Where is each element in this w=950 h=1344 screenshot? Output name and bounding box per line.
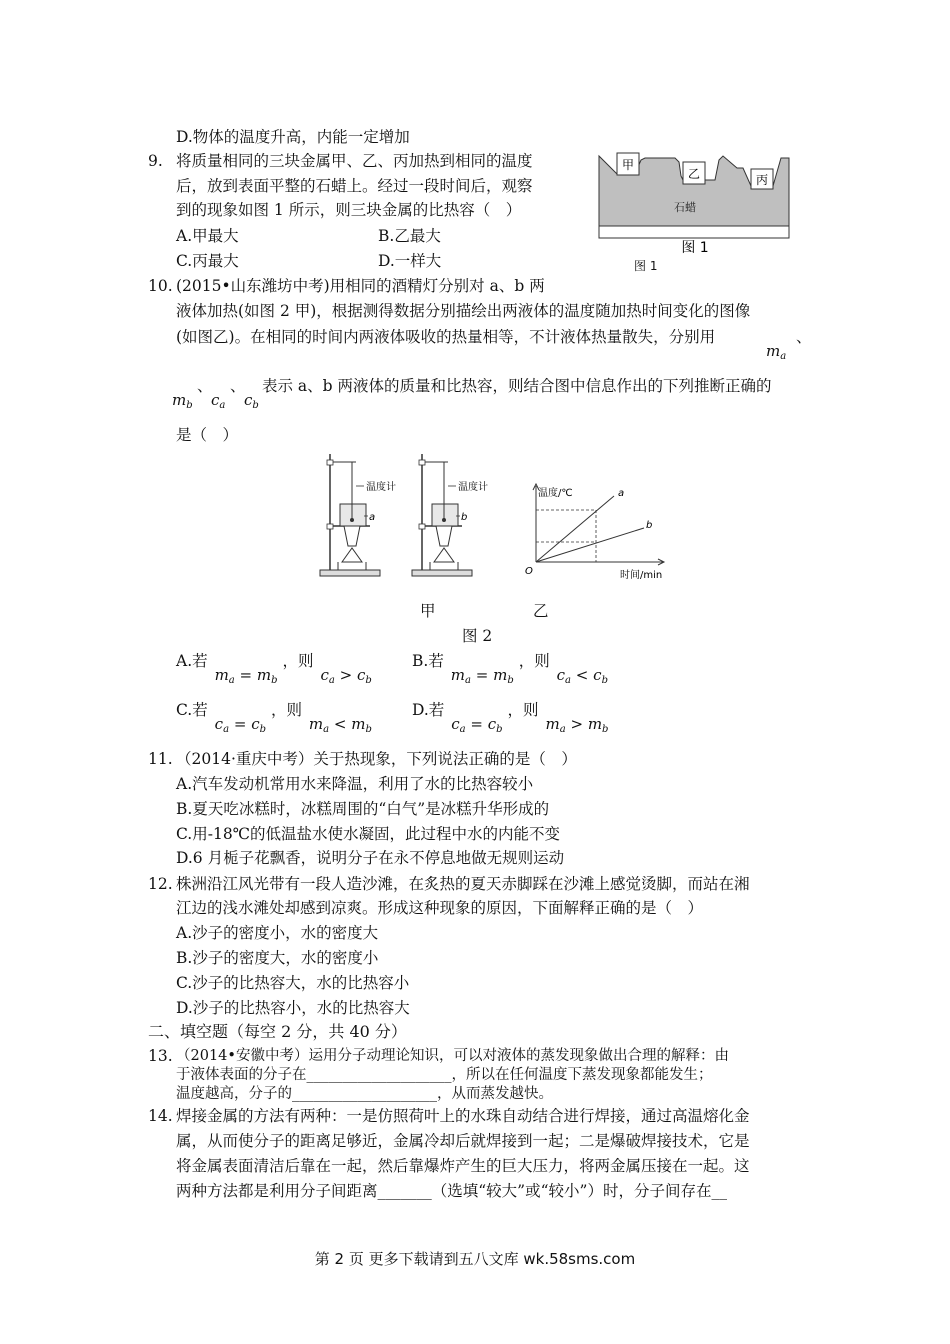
q10-symbol-cb: $c_b$ — [244, 391, 259, 411]
q9-option-c: C.丙最大 — [176, 252, 239, 270]
q14-line-2: 属，从而使分子的距离足够近，金属冷却后就焊接到一起；二是爆破焊接技术，它是 — [176, 1132, 750, 1150]
line-b-label: b — [646, 520, 653, 531]
q10-number: 10. — [148, 277, 173, 295]
temperature-time-graph — [525, 484, 664, 581]
figure-2-sub-jia: 甲 — [420, 602, 436, 620]
y-axis-label: 温度/℃ — [538, 488, 573, 499]
q10-line-5: 是（ ） — [176, 426, 239, 444]
q9-option-a: A.甲最大 — [176, 227, 239, 245]
q13-line-1: （2014•安徽中考）运用分子动理论知识，可以对液体的蒸发现象做出合理的解释：由 — [176, 1048, 729, 1064]
page-footer: 第 2 页 更多下载请到五八文库 wk.58sms.com — [314, 1250, 636, 1268]
x-axis-label: 时间/min — [620, 570, 663, 581]
apparatus-b — [412, 454, 488, 576]
q10-symbol-mb: $m_b$ — [172, 391, 193, 411]
thermometer-label-2: 温度计 — [458, 482, 488, 493]
q14-line-1: 焊接金属的方法有两种：一是仿照荷叶上的水珠自动结合进行焊接，通过高温熔化金 — [176, 1107, 750, 1125]
line-a-label: a — [618, 488, 625, 499]
figure-2-sub-yi: 乙 — [533, 602, 549, 620]
figure-1-label-bing: 丙 — [755, 173, 769, 187]
figure-1-label-yi: 乙 — [687, 167, 701, 181]
q12-number: 12. — [148, 875, 173, 893]
apparatus-a — [320, 454, 396, 576]
q12-option-b: B.沙子的密度大，水的密度小 — [176, 949, 379, 967]
figure-1-wax-label: 石蜡 — [674, 201, 696, 214]
q10-line-4: 表示 a、b 两液体的质量和比热容，则结合图中信息作出的下列推断正确的 — [262, 377, 772, 395]
q13-line-3: 温度越高，分子的____________________，从而蒸发越快。 — [176, 1086, 553, 1102]
q14-line-4: 两种方法都是利用分子间距离_______（选填“较大”或“较小”）时，分子间存在__ — [176, 1182, 727, 1200]
q10-option-a: A.若 $m_a = m_b$ ，则 $c_a > c_b$ — [176, 652, 372, 686]
figure-2-caption: 图 2 — [462, 627, 493, 645]
section-2-heading: 二、填空题（每空 2 分，共 40 分） — [148, 1022, 407, 1041]
thermometer-label-1: 温度计 — [366, 482, 396, 493]
q14-number: 14. — [148, 1107, 173, 1125]
q11-option-d: D.6 月栀子花飘香，说明分子在永不停息地做无规则运动 — [176, 849, 565, 867]
liquid-label-a: a — [369, 512, 376, 523]
q9-line-1: 将质量相同的三块金属甲、乙、丙加热到相同的温度 — [176, 152, 533, 170]
q9-number: 9. — [148, 152, 163, 170]
q10-line-3: (如图乙)。在相同的时间内两液体吸收的热量相等，不计液体热量散失，分别用 — [176, 328, 716, 346]
line-a — [536, 496, 614, 562]
figure-1-wax-diagram — [595, 148, 795, 273]
q11-option-b: B.夏天吃冰糕时，冰糕周围的“白气”是冰糕升华形成的 — [176, 800, 550, 818]
figure-1-caption: 图 1 — [681, 240, 709, 256]
q9-line-2: 后，放到表面平整的石蜡上。经过一段时间后，观察 — [176, 177, 533, 195]
liquid-label-b: b — [461, 512, 468, 523]
q10-line-2: 液体加热(如图 2 甲)，根据测得数据分别描绘出两液体的温度随加热时间变化的图像 — [176, 302, 751, 320]
q12-line-1: 株洲沿江风光带有一段人造沙滩，在炙热的夏天赤脚踩在沙滩上感觉烫脚，而站在湘 — [176, 875, 750, 893]
q9-option-b: B.乙最大 — [378, 227, 441, 245]
q10-option-b: B.若 $m_a = m_b$ ，则 $c_a < c_b$ — [412, 652, 608, 686]
q10-option-d: D.若 $c_a = c_b$ ，则 $m_a > m_b$ — [412, 701, 609, 735]
figure-2-heating-apparatus — [318, 450, 678, 585]
q9-option-d: D.一样大 — [378, 252, 442, 270]
q12-line-2: 江边的浅水滩处却感到凉爽。形成这种现象的原因，下面解释正确的是（ ） — [176, 899, 704, 917]
q13-number: 13. — [148, 1047, 173, 1065]
figure-1-label-jia: 甲 — [621, 158, 635, 172]
q13-line-2: 于液体表面的分子在____________________，所以在任何温度下蒸发现象都能发生； — [176, 1067, 713, 1083]
q10-sep-3: 、 — [230, 377, 246, 395]
line-b — [536, 528, 644, 562]
q10-symbol-ca: $c_a$ — [211, 391, 226, 411]
q10-sep-1: 、 — [796, 328, 812, 346]
q11-option-a: A.汽车发动机常用水来降温，利用了水的比热容较小 — [176, 775, 534, 793]
q12-option-a: A.沙子的密度小，水的密度大 — [176, 924, 379, 942]
q10-option-c: C.若 $c_a = c_b$ ，则 $m_a < m_b$ — [176, 701, 372, 735]
q10-line-1: (2015•山东潍坊中考)用相同的酒精灯分别对 a、b 两 — [176, 277, 545, 295]
q9-line-3: 到的现象如图 1 所示，则三块金属的比热容（ ） — [176, 201, 522, 219]
origin-label: O — [525, 566, 533, 577]
q11-stem: （2014·重庆中考）关于热现象，下列说法正确的是（ ） — [176, 750, 577, 768]
q11-option-c: C.用-18℃的低温盐水使水凝固，此过程中水的内能不变 — [176, 825, 561, 843]
q12-option-d: D.沙子的比热容小，水的比热容大 — [176, 999, 410, 1017]
q10-sep-2: 、 — [197, 377, 213, 395]
q12-option-c: C.沙子的比热容大，水的比热容小 — [176, 974, 410, 992]
figure-1-caption-small: 图 1 — [634, 259, 658, 273]
q14-line-3: 将金属表面清洁后靠在一起，然后靠爆炸产生的巨大压力，将两金属压接在一起。这 — [176, 1157, 750, 1175]
q8-option-d: D.物体的温度升高，内能一定增加 — [176, 128, 410, 146]
q11-number: 11. — [148, 750, 173, 768]
q10-symbol-ma: $m_a$ — [766, 342, 787, 362]
